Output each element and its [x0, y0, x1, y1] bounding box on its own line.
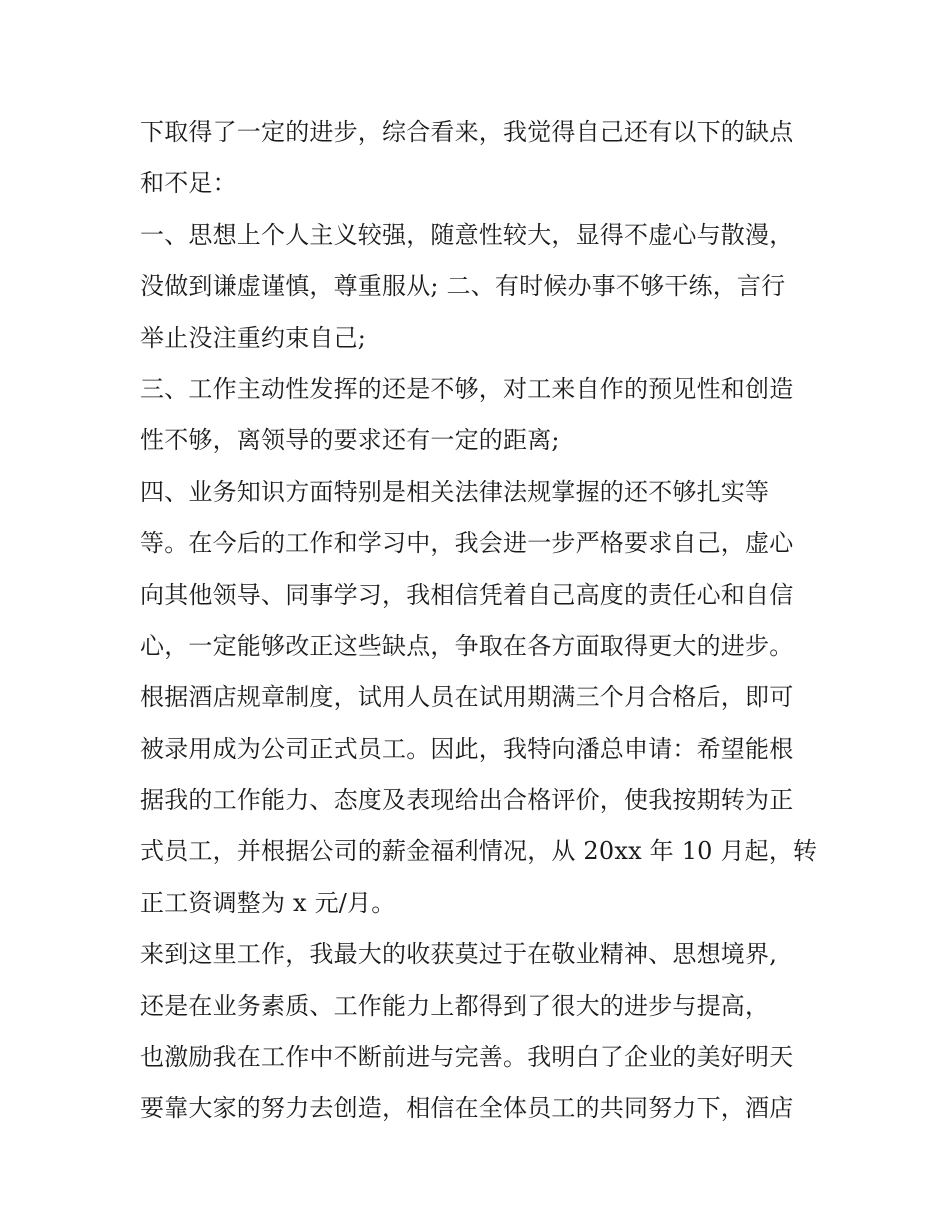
text-line: 等。在今后的工作和学习中，我会进一步严格要求自己，虚心 — [140, 529, 794, 558]
text-line: 心，一定能够改正这些缺点，争取在各方面取得更大的进步。 — [140, 631, 794, 660]
text-line: 性不够，离领导的要求还有一定的距离; — [140, 426, 560, 455]
text-line: 式员工，并根据公司的薪金福利情况，从 20xx 年 10 月起，转 — [140, 837, 818, 866]
text-line: 来到这里工作，我最大的收获莫过于在敬业精神、思想境界, — [140, 940, 778, 969]
text-line: 四、业务知识方面特别是相关法律法规掌握的还不够扎实等 — [140, 477, 770, 506]
text-line: 和不足： — [140, 169, 237, 198]
text-line: 一、思想上个人主义较强，随意性较大，显得不虚心与散漫， — [140, 220, 794, 249]
text-line: 向其他领导、同事学习，我相信凭着自己高度的责任心和自信 — [140, 580, 794, 609]
text-line: 正工资调整为 x 元/月。 — [140, 888, 396, 917]
text-line: 根据酒店规章制度，试用人员在试用期满三个月合格后，即可 — [140, 683, 794, 712]
text-line: 要靠大家的努力去创造，相信在全体员工的共同努力下，酒店 — [140, 1094, 794, 1123]
text-line: 据我的工作能力、态度及表现给出合格评价，使我按期转为正 — [140, 786, 794, 815]
text-line: 被录用成为公司正式员工。因此，我特向潘总申请：希望能根 — [140, 734, 794, 763]
text-line: 举止没注重约束自己; — [140, 323, 367, 352]
body-text — [140, 107, 820, 1135]
text-line: 下取得了一定的进步，综合看来，我觉得自己还有以下的缺点 — [140, 118, 794, 146]
text-line: 三、工作主动性发挥的还是不够，对工来自作的预见性和创造 — [140, 374, 794, 403]
text-line: 没做到谦虚谨慎，尊重服从; 二、有时候办事不够干练，言行 — [140, 272, 786, 301]
text-line: 还是在业务素质、工作能力上都得到了很大的进步与提高， — [140, 991, 770, 1020]
text-line: 也激励我在工作中不断前进与完善。我明白了企业的美好明天 — [140, 1043, 794, 1072]
